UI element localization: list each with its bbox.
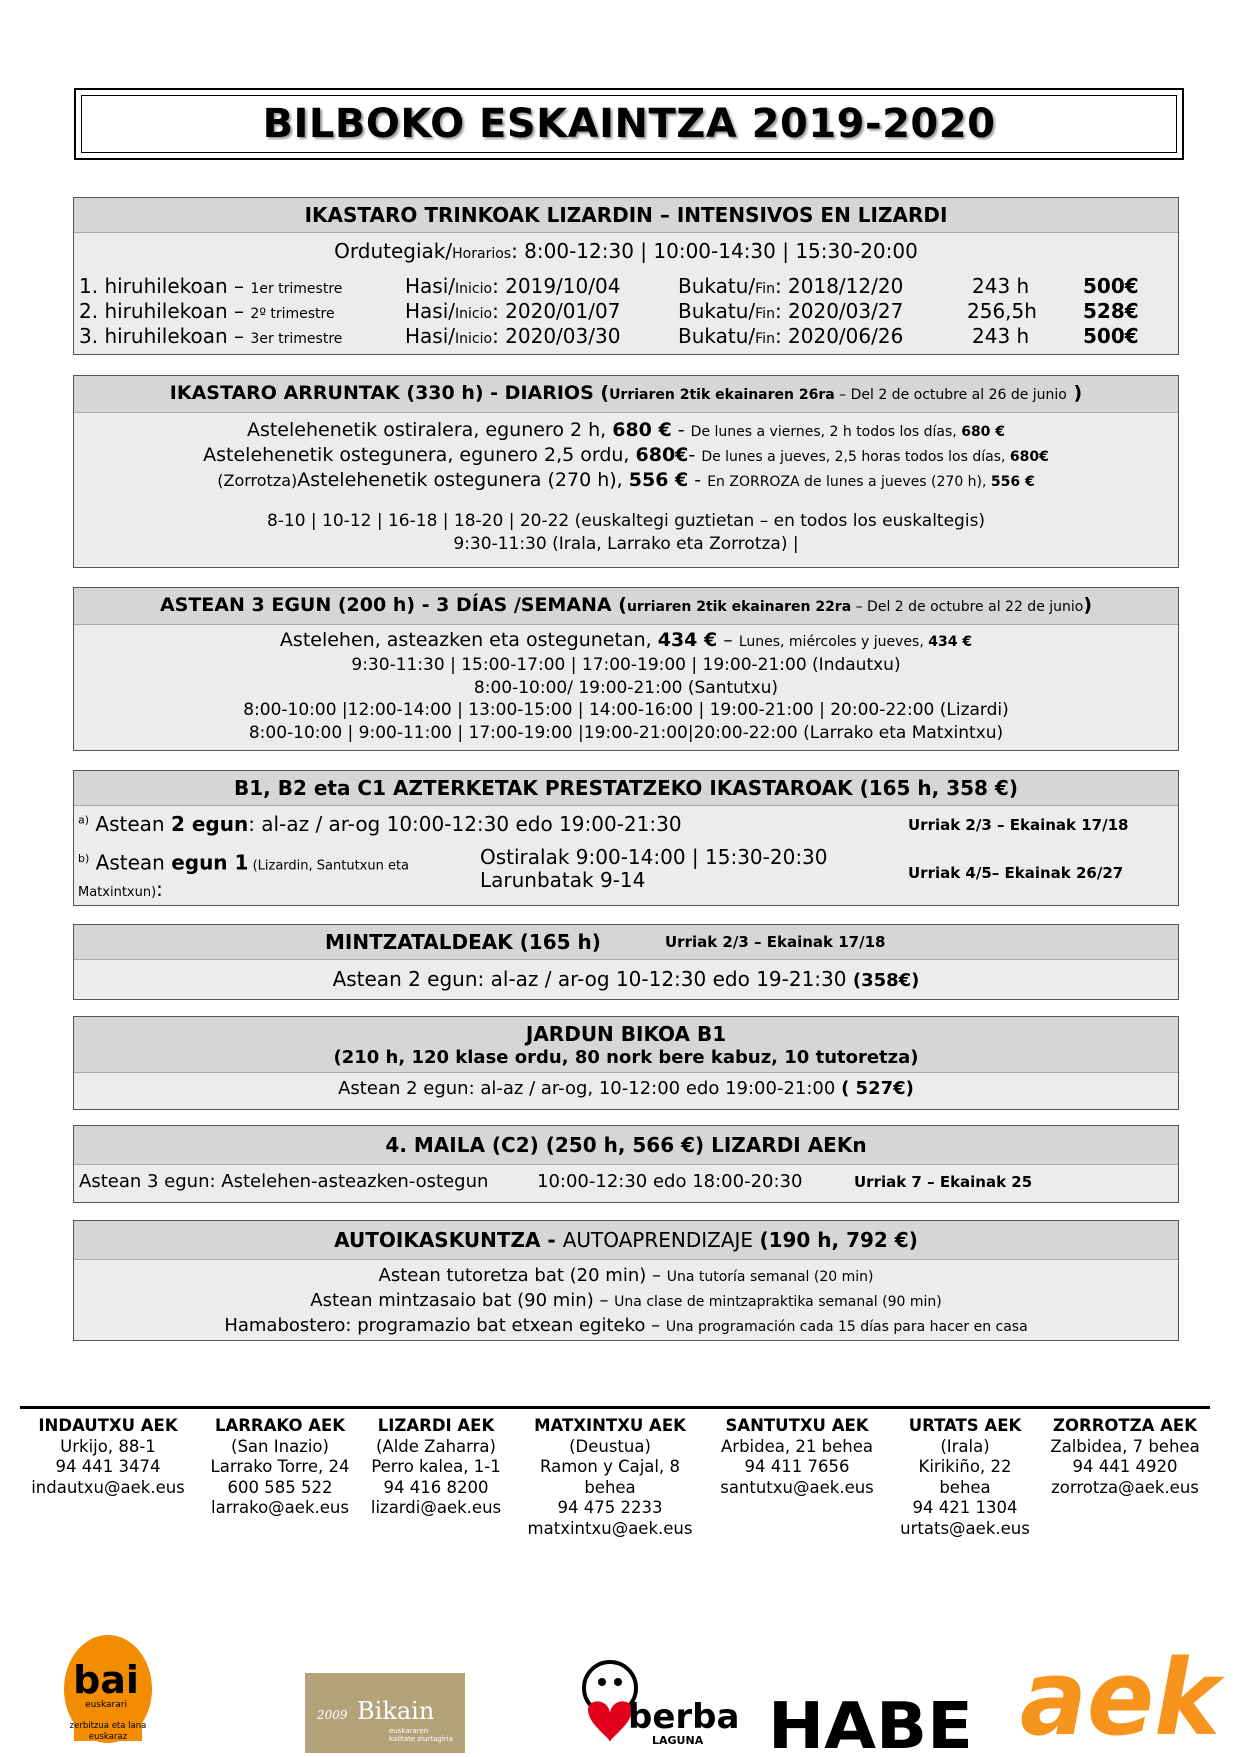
office-santutxu: SANTUTXU AEK Arbidea, 21 behea 94 411 7656 santutxu@aek.eus: [720, 1416, 874, 1497]
email-link[interactable]: santutxu@aek.eus: [720, 1477, 874, 1497]
section-conversation-heading: MINTZATALDEAK (165 h) Urriak 2/3 – Ekainak 17/18: [74, 925, 1178, 960]
aek-logo-graphic: [1020, 1630, 1225, 1750]
email-link[interactable]: zorrotza@aek.eus: [1051, 1477, 1199, 1497]
office-matxintxu: MATXINTXU AEK (Deustua) Ramon y Cajal, 8 behea 94 475 2233 matxintxu@aek.eus: [527, 1416, 693, 1538]
three-days-timetable: 9:30-11:30 | 15:00-17:00 | 17:00-19:00 | 19:00-21:00 (Indautxu): [351, 655, 901, 675]
three-days-option: Astelehen, asteazken eta ostegunetan, 434 € – Lunes, miércoles y jueves, 434 €: [279, 629, 973, 651]
section-intensive-heading: IKASTARO TRINKOAK LIZARDIN – INTENSIVOS EN LIZARDI: [74, 198, 1178, 233]
exam-option-b-times: Ostiralak 9:00-14:00 | 15:30-20:30 Larunbatak 9-14: [480, 845, 828, 892]
office-urtats: URTATS AEK (Irala) Kirikiño, 22 behea 94 421 1304 urtats@aek.eus: [900, 1416, 1030, 1538]
section-c2: [73, 1125, 1179, 1203]
svg-text:LAGUNA: LAGUNA: [652, 1734, 704, 1747]
regular-options: [74, 413, 1178, 556]
section-self-learning-heading: AUTOIKASKUNTZA - AUTOAPRENDIZAJE (190 h, 792 €): [74, 1221, 1178, 1260]
habe-logo-graphic: [768, 1690, 978, 1752]
term-row: 2. hiruhilekoan – 2º trimestre Hasi/Inicio: 2020/01/07 Bukatu/Fin: 2020/03/27 256,5h 528€: [79, 299, 1139, 323]
section-three-days-heading: ASTEAN 3 EGUN (200 h) - 3 DÍAS /SEMANA (urriaren 2tik ekainaren 22ra – Del 2 de octubre al 22 de junio): [74, 588, 1178, 625]
regular-option: Astelehenetik ostegunera, egunero 2,5 ordu, 680€- De lunes a jueves, 2,5 horas todos los días, 680€: [203, 444, 1049, 466]
habe-text: HABE: [768, 1690, 973, 1752]
section-three-days: [73, 587, 1179, 751]
office-larrako: LARRAKO AEK (San Inazio) Larrako Torre, 24 600 585 522 larrako@aek.eus: [210, 1416, 350, 1517]
bikain-logo-graphic: [305, 1673, 465, 1753]
title-inner: [81, 95, 1177, 153]
svg-text:euskararen: euskararen: [389, 1727, 429, 1735]
term-row: 1. hiruhilekoan – 1er trimestre Hasi/Inicio: 2019/10/04 Bukatu/Fin: 2018/12/20 243 h 500€: [79, 274, 1139, 298]
section-conversation: [73, 924, 1179, 1000]
regular-option: (Zorrotza)Astelehenetik ostegunera (270 h), 556 € - En ZORROZA de lunes a jueves (270 h), 556 €: [217, 469, 1035, 491]
habe-logo: [768, 1690, 978, 1752]
section-exam-prep: [73, 770, 1179, 906]
bai-euskarari-logo-graphic: [60, 1635, 160, 1745]
intensive-terms: [74, 274, 1178, 349]
office-indautxu: INDAUTXU AEK Urkijo, 88-1 94 441 3474 indautxu@aek.eus: [31, 1416, 185, 1497]
self-learning-item: Hamabostero: programazio bat etxean egiteko – Una programación cada 15 días para hacer en casa: [224, 1315, 1028, 1336]
regular-timetable: 8-10 | 10-12 | 16-18 | 18-20 | 20-22 (euskaltegi guztietan – en todos los euskaltegis): [266, 511, 986, 531]
berba-text: berba: [628, 1697, 740, 1737]
email-link[interactable]: indautxu@aek.eus: [31, 1477, 185, 1497]
svg-text:euskaraz: euskaraz: [88, 1732, 128, 1742]
footer-divider: [20, 1406, 1210, 1409]
exam-option-b-dates: Urriak 4/5– Ekainak 26/27: [908, 864, 1124, 882]
title-box: [74, 88, 1184, 160]
page-title: BILBOKO ESKAINTZA 2019-2020: [262, 101, 996, 147]
three-days-timetable: 8:00-10:00/ 19:00-21:00 (Santutxu): [473, 677, 779, 698]
email-link[interactable]: lizardi@aek.eus: [370, 1498, 502, 1517]
aek-text: aek: [1020, 1637, 1225, 1750]
section-regular: [73, 375, 1179, 568]
bikain-logo: [305, 1673, 465, 1753]
aek-logo: [1020, 1630, 1225, 1750]
email-link[interactable]: matxintxu@aek.eus: [527, 1518, 693, 1538]
bai-sub-text: euskarari: [85, 1700, 127, 1710]
exam-option-b: $^{b)}$ Astean egun 1 (Lizardin, Santutxun eta Matxintxun):: [78, 850, 410, 901]
three-days-timetable: 8:00-10:00 | 9:00-11:00 | 17:00-19:00 |19:00-21:00|20:00-22:00 (Larrako eta Matxintxu): [248, 722, 1004, 743]
c2-days: Astean 3 egun: Astelehen-asteazken-ostegun: [79, 1171, 489, 1192]
section-jardun-bikoa: [73, 1016, 1179, 1110]
bai-euskarari-logo: [60, 1635, 160, 1745]
office-zorrotza: ZORROTZA AEK Zalbidea, 7 behea 94 441 4920 zorrotza@aek.eus: [1050, 1416, 1200, 1497]
intensive-hours: Ordutegiak/Horarios: 8:00-12:30 | 10:00-14:30 | 15:30-20:00: [334, 239, 918, 263]
section-jardun-bikoa-heading: JARDUN BIKOA B1 (210 h, 120 klase ordu, 80 nork bere kabuz, 10 tutoretza): [74, 1017, 1178, 1073]
berba-laguna-logo: [580, 1658, 740, 1748]
office-lizardi: LIZARDI AEK (Alde Zaharra) Perro kalea, 1-1 94 416 8200 lizardi@aek.eus: [370, 1416, 502, 1517]
berba-laguna-logo-graphic: [580, 1658, 740, 1748]
regular-timetable: 9:30-11:30 (Irala, Larrako eta Zorrotza) |: [453, 534, 799, 554]
self-learning-item: Astean mintzasaio bat (90 min) – Una clase de mintzapraktika semanal (90 min): [310, 1290, 942, 1311]
section-regular-heading: IKASTARO ARRUNTAK (330 h) - DIARIOS (Urriaren 2tik ekainaren 26ra – Del 2 de octubre al 26 de junio ): [74, 376, 1178, 413]
regular-option: Astelehenetik ostiralera, egunero 2 h, 680 € - De lunes a viernes, 2 h todos los días, 680 €: [246, 419, 1006, 441]
bikain-text: Bikain: [357, 1697, 435, 1725]
c2-dates: Urriak 7 – Ekainak 25: [854, 1173, 1033, 1191]
section-c2-heading: 4. MAILA (C2) (250 h, 566 €) LIZARDI AEKn: [74, 1126, 1178, 1165]
section-self-learning: [73, 1220, 1179, 1341]
self-learning-item: Astean tutoretza bat (20 min) – Una tutoría semanal (20 min): [378, 1265, 874, 1286]
bai-text: bai: [73, 1658, 139, 1702]
c2-times: 10:00-12:30 edo 18:00-20:30: [537, 1171, 803, 1192]
section-intensive: [73, 197, 1179, 355]
svg-text:kalitate ziurtagiria: kalitate ziurtagiria: [389, 1735, 453, 1743]
svg-text:zerbitzua eta lana: zerbitzua eta lana: [69, 1721, 147, 1731]
exam-option-a-dates: Urriak 2/3 – Ekainak 17/18: [908, 816, 1129, 834]
email-link[interactable]: larrako@aek.eus: [211, 1498, 349, 1517]
section-exam-prep-heading: B1, B2 eta C1 AZTERKETAK PRESTATZEKO IKASTAROAK (165 h, 358 €): [74, 771, 1178, 806]
jardun-bikoa-schedule: Astean 2 egun: al-az / ar-og, 10-12:00 edo 19:00-21:00 ( 527€): [338, 1078, 914, 1099]
email-link[interactable]: urtats@aek.eus: [900, 1518, 1030, 1538]
exam-option-a: $^{a)}$ Astean 2 egun: al-az / ar-og 10:00-12:30 edo 19:00-21:30: [78, 812, 682, 836]
term-row: 3. hiruhilekoan – 3er trimestre Hasi/Inicio: 2020/03/30 Bukatu/Fin: 2020/06/26 243 h 500€: [79, 324, 1139, 348]
conversation-schedule: Astean 2 egun: al-az / ar-og 10-12:30 edo 19-21:30 (358€): [332, 967, 920, 991]
svg-text:2009: 2009: [317, 1708, 348, 1722]
three-days-timetable: 8:00-10:00 |12:00-14:00 | 13:00-15:00 | 14:00-16:00 | 19:00-21:00 | 20:00-22:00 (Lizardi): [243, 700, 1009, 720]
